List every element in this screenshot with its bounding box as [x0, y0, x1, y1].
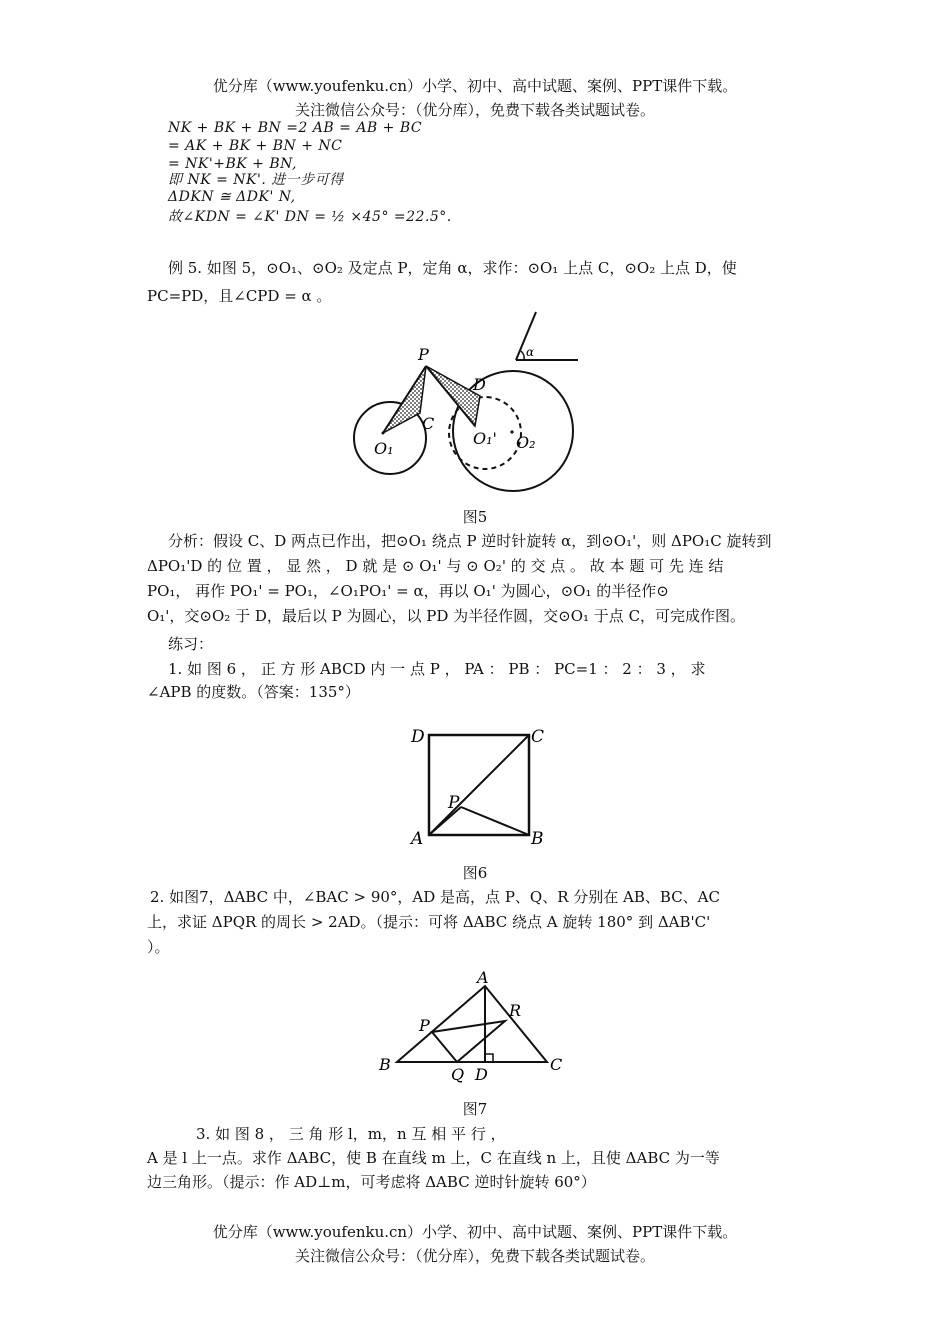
exercise-2-line-3: ）。	[147, 938, 170, 956]
proof-line-1: NK + BK + BN =2 AB = AB + BC	[168, 120, 423, 136]
proof-line-6: 故∠KDN = ∠K' DN = ½ ×45° =22.5°.	[168, 209, 452, 225]
fig5-label-c: C	[422, 414, 435, 433]
footer-line-2: 关注微信公众号：（优分库），免费下载各类试题试卷。	[294, 1247, 655, 1265]
fig6-label-d: D	[411, 727, 425, 747]
figure-5	[340, 308, 590, 498]
example5-line-1: 例 5. 如图 5，⊙O₁、⊙O₂ 及定点 P，定角 α，求作：⊙O₁ 上点 C，⊙O₂ 上点 D，使	[168, 259, 737, 277]
fig5-label-o2: O₂	[516, 433, 536, 452]
fig7-label-q: Q	[451, 1065, 465, 1084]
analysis-line-4: O₁'，交⊙O₂ 于 D，最后以 P 为圆心，以 PD 为半径作圆，交⊙O₁ 于点 C，可完成作图。	[147, 607, 746, 625]
exercise-3-line-2: A 是 l 上一点。求作 ΔABC，使 B 在直线 m 上，C 在直线 n 上，且使 ΔABC 为一等	[147, 1149, 720, 1167]
figure-7	[375, 970, 575, 1085]
example5-line-2: PC=PD，且∠CPD = α 。	[147, 287, 332, 305]
fig6-label-p: P	[448, 793, 460, 813]
fig7-label-d: D	[475, 1065, 488, 1084]
fig5-label-d: D	[473, 375, 486, 394]
fig7-label-b: B	[379, 1055, 391, 1074]
header-line-2: 关注微信公众号：（优分库），免费下载各类试题试卷。	[294, 101, 655, 119]
proof-line-3: = NK'+BK + BN,	[168, 156, 297, 172]
header-line-1: 优分库（www.youfenku.cn）小学、初中、高中试题、案例、PPT课件下载。	[212, 77, 738, 95]
exercise-3-line-3: 边三角形。（提示：作 AD⊥m，可考虑将 ΔABC 逆时针旋转 60°）	[147, 1173, 596, 1191]
figure-5-caption: 图5	[462, 508, 488, 526]
fig5-label-p: P	[418, 345, 429, 364]
proof-line-4: 即 NK = NK'. 进一步可得	[168, 172, 344, 188]
fig7-label-c: C	[550, 1055, 563, 1074]
exercise-1-line-2: ∠APB 的度数。（答案：135°）	[147, 683, 360, 701]
figure-6-caption: 图6	[462, 864, 488, 882]
fig6-label-b: B	[531, 829, 544, 849]
exercise-2-line-1: 2. 如图7，ΔABC 中，∠BAC > 90°，AD 是高，点 P、Q、R 分别在 AB、BC、AC	[150, 888, 720, 906]
exercise-1-line-1: 1. 如 图 6 ， 正 方 形 ABCD 内 一 点 P ， PA ： PB ： PC=1 ： 2 ： 3 ， 求	[168, 660, 706, 678]
analysis-line-3: PO₁， 再作 PO₁' = PO₁，∠O₁PO₁' = α，再以 O₁' 为圆心，⊙O₁ 的半径作⊙	[147, 582, 669, 600]
fig6-label-c: C	[531, 727, 545, 747]
triangle-pqr	[432, 1021, 505, 1062]
fig7-label-a: A	[477, 970, 489, 987]
analysis-line-1: 分析：假设 C、D 两点已作出，把⊙O₁ 绕点 P 逆时针旋转 α，到⊙O₁'，则 ΔPO₁C 旋转到	[168, 532, 772, 550]
fig7-label-p: P	[419, 1016, 430, 1035]
practice-title: 练习：	[168, 635, 214, 653]
exercise-3-line-1: 3. 如 图 8 ， 三 角 形 l，m，n 互 相 平 行 ，	[196, 1125, 506, 1143]
footer-line-1: 优分库（www.youfenku.cn）小学、初中、高中试题、案例、PPT课件下载。	[212, 1223, 738, 1241]
alpha-label: α	[526, 345, 535, 359]
fig5-label-o1-prime: O₁'	[473, 429, 497, 448]
segment-pb	[461, 807, 529, 835]
figure-6	[405, 720, 555, 850]
figure-7-caption: 图7	[462, 1100, 488, 1118]
proof-line-5: ΔDKN ≅ ΔDK' N,	[168, 189, 296, 205]
fig7-label-r: R	[509, 1001, 522, 1020]
fig6-label-a: A	[411, 829, 424, 849]
segment-ac	[429, 735, 529, 835]
exercise-2-line-2: 上，求证 ΔPQR 的周长 > 2AD。（提示：可将 ΔABC 绕点 A 旋转 180° 到 ΔAB'C'	[147, 913, 711, 931]
analysis-line-2: ΔPO₁'D 的 位 置 ， 显 然 ， D 就 是 ⊙ O₁' 与 ⊙ O₂' 的 交 点 。 故 本 题 可 先 连 结	[147, 557, 724, 575]
fig5-label-o1: O₁	[374, 439, 394, 458]
proof-line-2: = AK + BK + BN + NC	[168, 138, 343, 154]
